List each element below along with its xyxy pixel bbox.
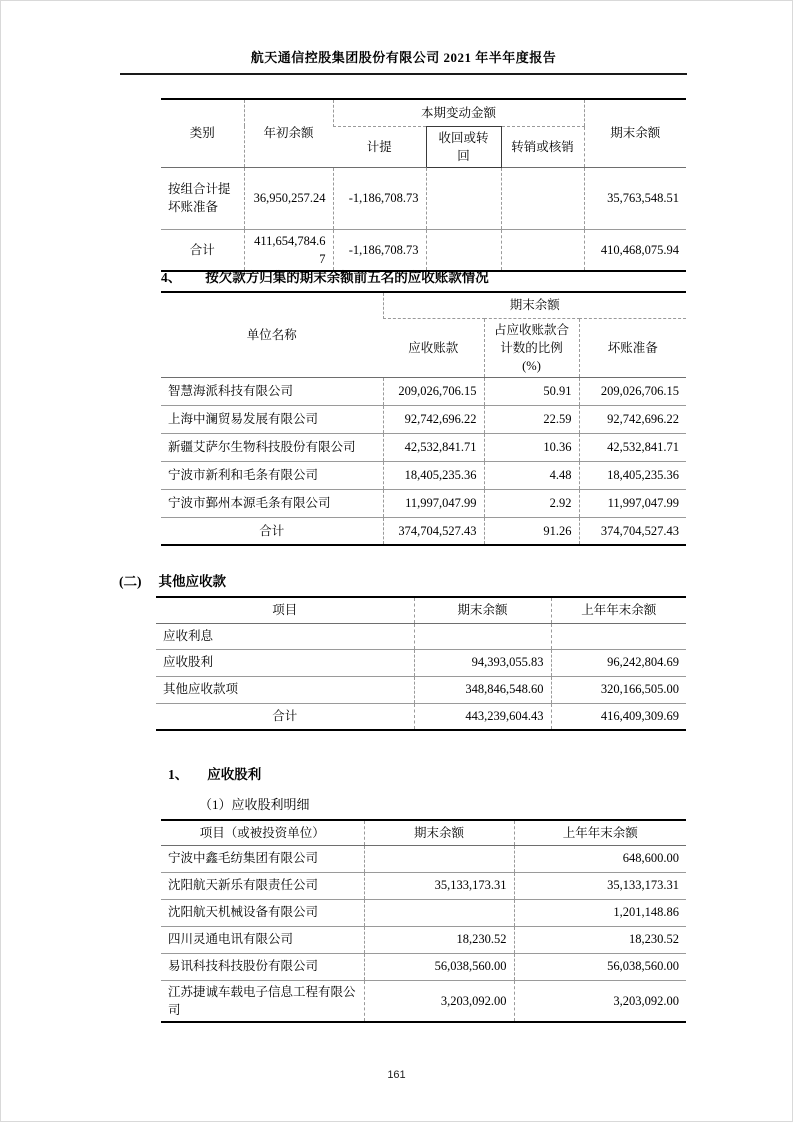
doc-title: 航天通信控股集团股份有限公司 2021 年半年度报告	[250, 50, 557, 65]
section1-number: 1、	[168, 767, 189, 782]
dividend-row	[161, 926, 686, 953]
top5-row	[161, 377, 686, 405]
col-header-category: 类别	[161, 99, 244, 167]
other-row	[156, 623, 686, 649]
section-er-title: 其他应收款	[158, 574, 226, 589]
cell-ending: 35,763,548.51	[584, 167, 686, 229]
dividend-header-row	[161, 820, 686, 845]
col-header-recover: 收回或转回	[426, 126, 501, 167]
cell-receivable: 11,997,047.99	[383, 489, 484, 517]
cell-ratio: 10.36	[484, 433, 579, 461]
cell-ending: 35,133,173.31	[364, 872, 514, 899]
cell-beginning: 36,950,257.24	[244, 167, 333, 229]
cell-prev: 320,166,505.00	[551, 676, 686, 703]
dividend-row	[161, 980, 686, 1022]
col-header-prev-year-balance: 上年年末余额	[551, 597, 686, 623]
cell-writeoff	[501, 167, 584, 229]
cell-prev: 648,600.00	[514, 845, 686, 872]
cell-writeoff	[501, 229, 584, 271]
cell-ending: 3,203,092.00	[364, 980, 514, 1022]
cell-ratio: 91.26	[484, 517, 579, 545]
cell-ending: 348,846,548.60	[414, 676, 551, 703]
cell-ending: 56,038,560.00	[364, 953, 514, 980]
col-header-change-group: 本期变动金额	[333, 99, 584, 126]
cell-item: 四川灵通电讯有限公司	[161, 926, 364, 953]
col-header-ending-balance: 期末余额	[414, 597, 551, 623]
top5-header-row-1	[161, 292, 686, 318]
cell-receivable: 18,405,235.36	[383, 461, 484, 489]
other-row	[156, 649, 686, 676]
cell-recover	[426, 167, 501, 229]
dividends-receivable-table	[161, 819, 686, 1023]
col-header-item: 项目	[156, 597, 414, 623]
dividend-row	[161, 845, 686, 872]
cell-prev: 416,409,309.69	[551, 703, 686, 730]
top5-receivables-table	[161, 291, 686, 546]
section1-heading	[168, 763, 261, 783]
col-header-prev-year-balance: 上年年末余额	[514, 820, 686, 845]
cell-item: 应收股利	[156, 649, 414, 676]
col-header-company: 单位名称	[161, 292, 383, 377]
cell-provision: 92,742,696.22	[579, 405, 686, 433]
cell-ending	[364, 845, 514, 872]
section4-heading	[161, 266, 489, 286]
cell-accrual: -1,186,708.73	[333, 167, 426, 229]
cell-category: 按组合计提坏账准备	[161, 167, 244, 229]
cell-provision: 42,532,841.71	[579, 433, 686, 461]
cell-accrual: -1,186,708.73	[333, 229, 426, 271]
page-number: 161	[387, 1069, 406, 1081]
col-header-writeoff: 转销或核销	[501, 126, 584, 167]
section4-title: 按欠款方归集的期末余额前五名的应收账款情况	[205, 270, 489, 285]
cell-provision: 374,704,527.43	[579, 517, 686, 545]
top5-row	[161, 433, 686, 461]
col-header-accrual: 计提	[333, 126, 426, 167]
cell-receivable: 374,704,527.43	[383, 517, 484, 545]
cell-category: 合计	[189, 242, 215, 257]
col-header-receivable: 应收账款	[383, 318, 484, 377]
cell-provision: 209,026,706.15	[579, 377, 686, 405]
cell-company: 新疆艾萨尔生物科技股份有限公司	[161, 433, 383, 461]
top5-row	[161, 461, 686, 489]
dividend-row	[161, 953, 686, 980]
cell-receivable: 42,532,841.71	[383, 433, 484, 461]
cell-prev: 35,133,173.31	[514, 872, 686, 899]
provision-header-row-1	[161, 99, 686, 126]
cell-ending	[364, 899, 514, 926]
col-header-ending-balance: 期末余额	[584, 99, 686, 167]
cell-ending	[414, 623, 551, 649]
section-er-number: (二)	[119, 574, 142, 589]
cell-ratio: 22.59	[484, 405, 579, 433]
cell-ratio: 2.92	[484, 489, 579, 517]
col-header-ratio: 占应收账款合计数的比例(%)	[484, 318, 579, 377]
section4-number: 4、	[161, 270, 182, 285]
other-total-row	[156, 703, 686, 730]
top5-row	[161, 405, 686, 433]
cell-prev: 18,230.52	[514, 926, 686, 953]
cell-provision: 18,405,235.36	[579, 461, 686, 489]
cell-prev: 3,203,092.00	[514, 980, 686, 1022]
cell-beginning: 411,654,784.67	[244, 229, 333, 271]
cell-item: 其他应收款项	[156, 676, 414, 703]
cell-ending: 18,230.52	[364, 926, 514, 953]
dividend-row	[161, 899, 686, 926]
sub1-heading: （1）应收股利明细	[199, 797, 310, 812]
cell-provision: 11,997,047.99	[579, 489, 686, 517]
section1-title: 应收股利	[207, 767, 262, 782]
cell-item: 沈阳航天新乐有限责任公司	[161, 872, 364, 899]
cell-item: 合计	[272, 709, 298, 724]
cell-company: 宁波市新利和毛条有限公司	[161, 461, 383, 489]
doc-header	[120, 47, 687, 75]
cell-receivable: 209,026,706.15	[383, 377, 484, 405]
top5-total-row	[161, 517, 686, 545]
col-header-beginning-balance: 年初余额	[244, 99, 333, 167]
cell-prev: 96,242,804.69	[551, 649, 686, 676]
cell-ending: 410,468,075.94	[584, 229, 686, 271]
cell-recover	[426, 229, 501, 271]
cell-item: 易讯科技科技股份有限公司	[161, 953, 364, 980]
cell-prev: 56,038,560.00	[514, 953, 686, 980]
cell-item: 宁波中鑫毛纺集团有限公司	[161, 845, 364, 872]
cell-item: 江苏捷诚车载电子信息工程有限公司	[168, 984, 356, 1017]
cell-ratio: 4.48	[484, 461, 579, 489]
cell-ending: 443,239,604.43	[414, 703, 551, 730]
other-row	[156, 676, 686, 703]
cell-prev	[551, 623, 686, 649]
col-header-provision: 坏账准备	[579, 318, 686, 377]
cell-ratio: 50.91	[484, 377, 579, 405]
provision-total-row	[161, 229, 686, 271]
cell-item: 沈阳航天机械设备有限公司	[161, 899, 364, 926]
cell-company: 智慧海派科技有限公司	[161, 377, 383, 405]
other-header-row	[156, 597, 686, 623]
cell-company: 上海中澜贸易发展有限公司	[161, 405, 383, 433]
cell-company: 合计	[259, 524, 285, 539]
cell-receivable: 92,742,696.22	[383, 405, 484, 433]
provision-row	[161, 167, 686, 229]
top5-row	[161, 489, 686, 517]
cell-prev: 1,201,148.86	[514, 899, 686, 926]
cell-ending: 94,393,055.83	[414, 649, 551, 676]
bad-debt-provision-table	[161, 98, 686, 272]
col-header-item: 项目（或被投资单位）	[161, 820, 364, 845]
dividend-row	[161, 872, 686, 899]
col-header-ending-balance: 期末余额	[364, 820, 514, 845]
other-receivables-table	[156, 596, 686, 731]
section-er-heading	[119, 570, 226, 590]
col-header-ending-group: 期末余额	[383, 292, 686, 318]
cell-item: 应收利息	[156, 623, 414, 649]
cell-company: 宁波市鄞州本源毛条有限公司	[161, 489, 383, 517]
